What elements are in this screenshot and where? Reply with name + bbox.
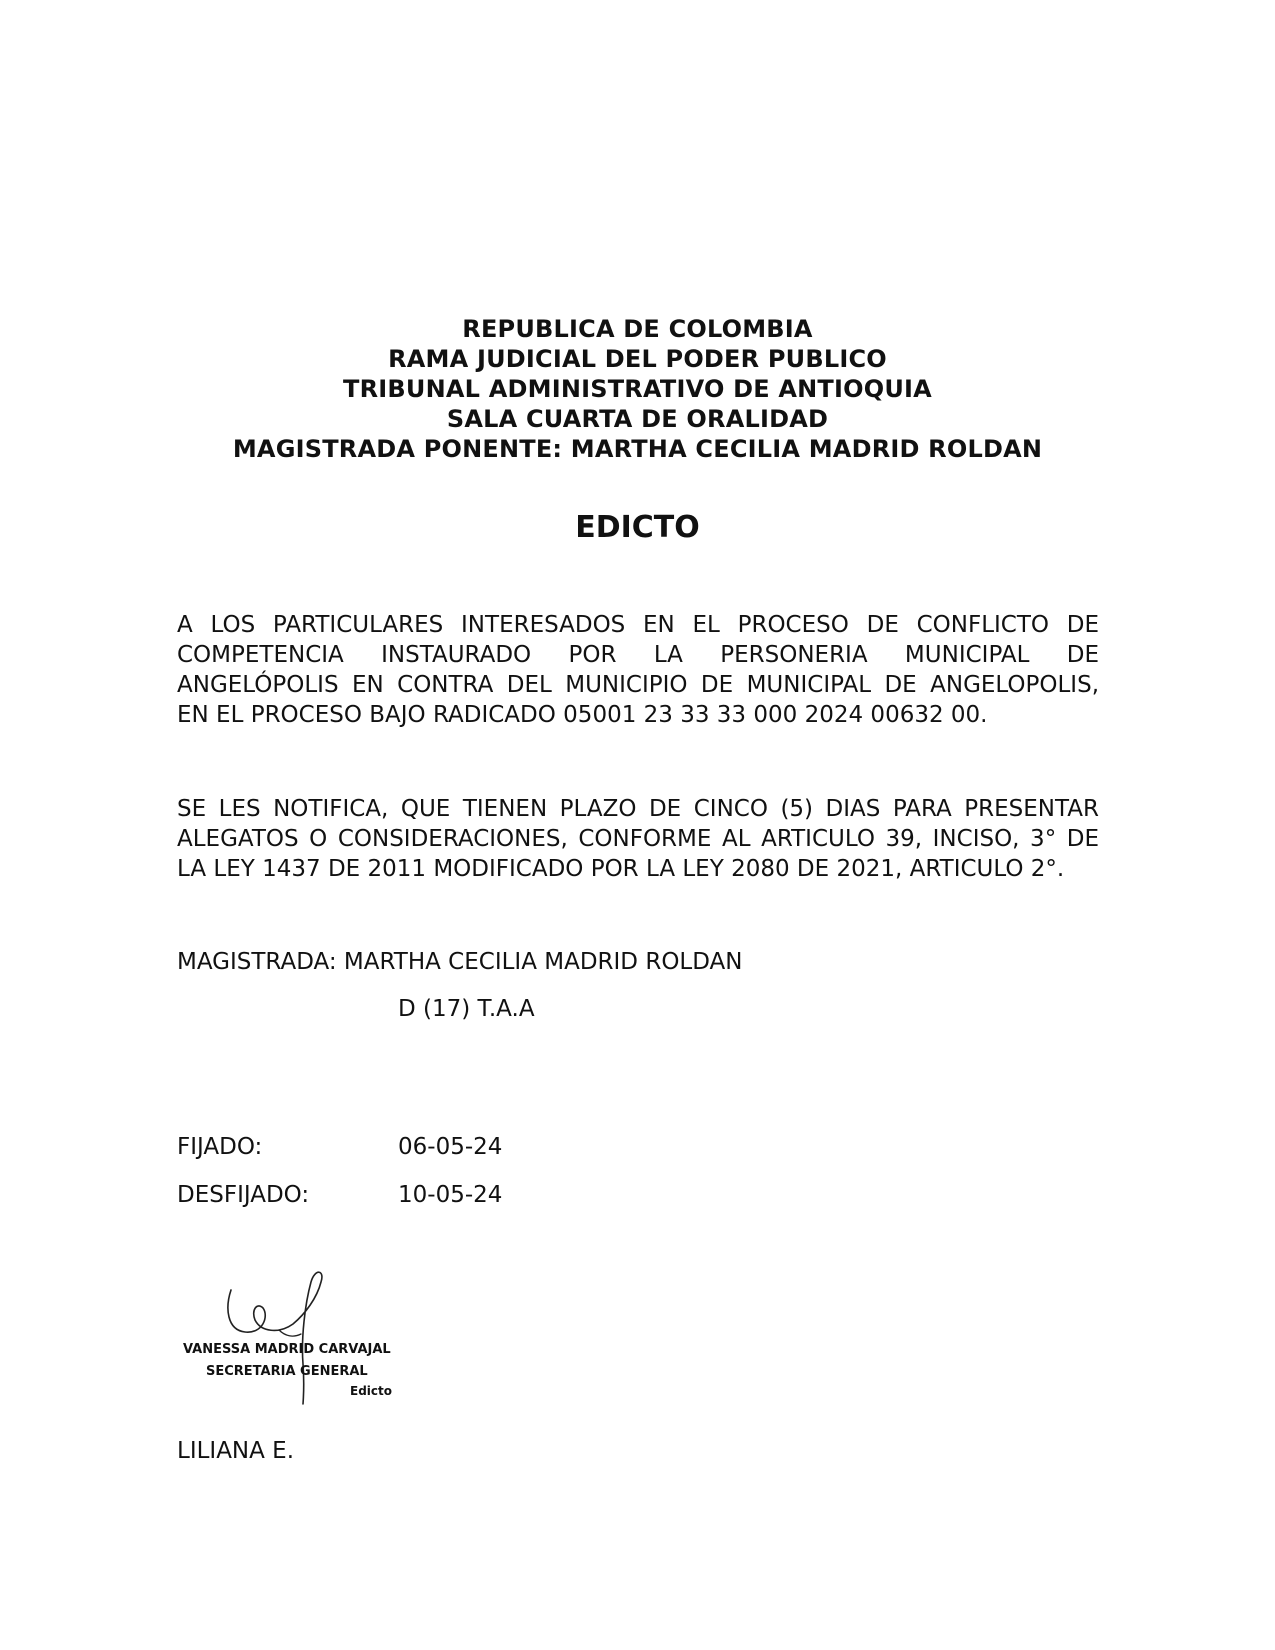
signature-tag: Edicto [350,1384,392,1398]
desfijado-label: DESFIJADO: [177,1182,310,1208]
paragraph-line: ALEGATOS O CONSIDERACIONES, CONFORME AL ARTICULO 39, INCISO, 3° DE [177,826,1099,852]
fijado-label: FIJADO: [177,1134,263,1160]
header-line-country: REPUBLICA DE COLOMBIA [462,315,813,343]
desfijado-date: 10-05-24 [398,1182,503,1208]
signatory-role: SECRETARIA GENERAL [206,1364,368,1379]
header-line-branch: RAMA JUDICIAL DEL PODER PUBLICO [388,345,887,373]
document-code: D (17) T.A.A [398,996,535,1022]
header-line-magistrate: MAGISTRADA PONENTE: MARTHA CECILIA MADRID ROLDAN [232,435,1043,463]
paragraph-line: EN EL PROCESO BAJO RADICADO 05001 23 33 33 000 2024 00632 00. [177,702,988,728]
header-line-chamber: SALA CUARTA DE ORALIDAD [446,405,829,433]
paragraph-line: A LOS PARTICULARES INTERESADOS EN EL PROCESO DE CONFLICTO DE [177,612,1099,638]
fijado-date: 06-05-24 [398,1134,503,1160]
header-line-tribunal: TRIBUNAL ADMINISTRATIVO DE ANTIOQUIA [343,375,932,403]
footer-initials: LILIANA E. [177,1438,295,1464]
document-header [0,314,1275,464]
paragraph-line: COMPETENCIA INSTAURADO POR LA PERSONERIA MUNICIPAL DE [177,642,1099,668]
signature-block [175,1268,415,1408]
notice-paragraph-deadline [177,794,1099,884]
magistrate-line: MAGISTRADA: MARTHA CECILIA MADRID ROLDAN [177,949,743,975]
paragraph-line: ANGELÓPOLIS EN CONTRA DEL MUNICIPIO DE MUNICIPAL DE ANGELOPOLIS, [177,672,1099,698]
signatory-name: VANESSA MADRID CARVAJAL [183,1342,391,1357]
document-title: EDICTO [575,510,700,545]
paragraph-line: SE LES NOTIFICA, QUE TIENEN PLAZO DE CINCO (5) DIAS PARA PRESENTAR [177,796,1099,822]
notice-paragraph-parties [177,610,1099,730]
paragraph-line: LA LEY 1437 DE 2011 MODIFICADO POR LA LEY 2080 DE 2021, ARTICULO 2°. [177,856,1065,882]
